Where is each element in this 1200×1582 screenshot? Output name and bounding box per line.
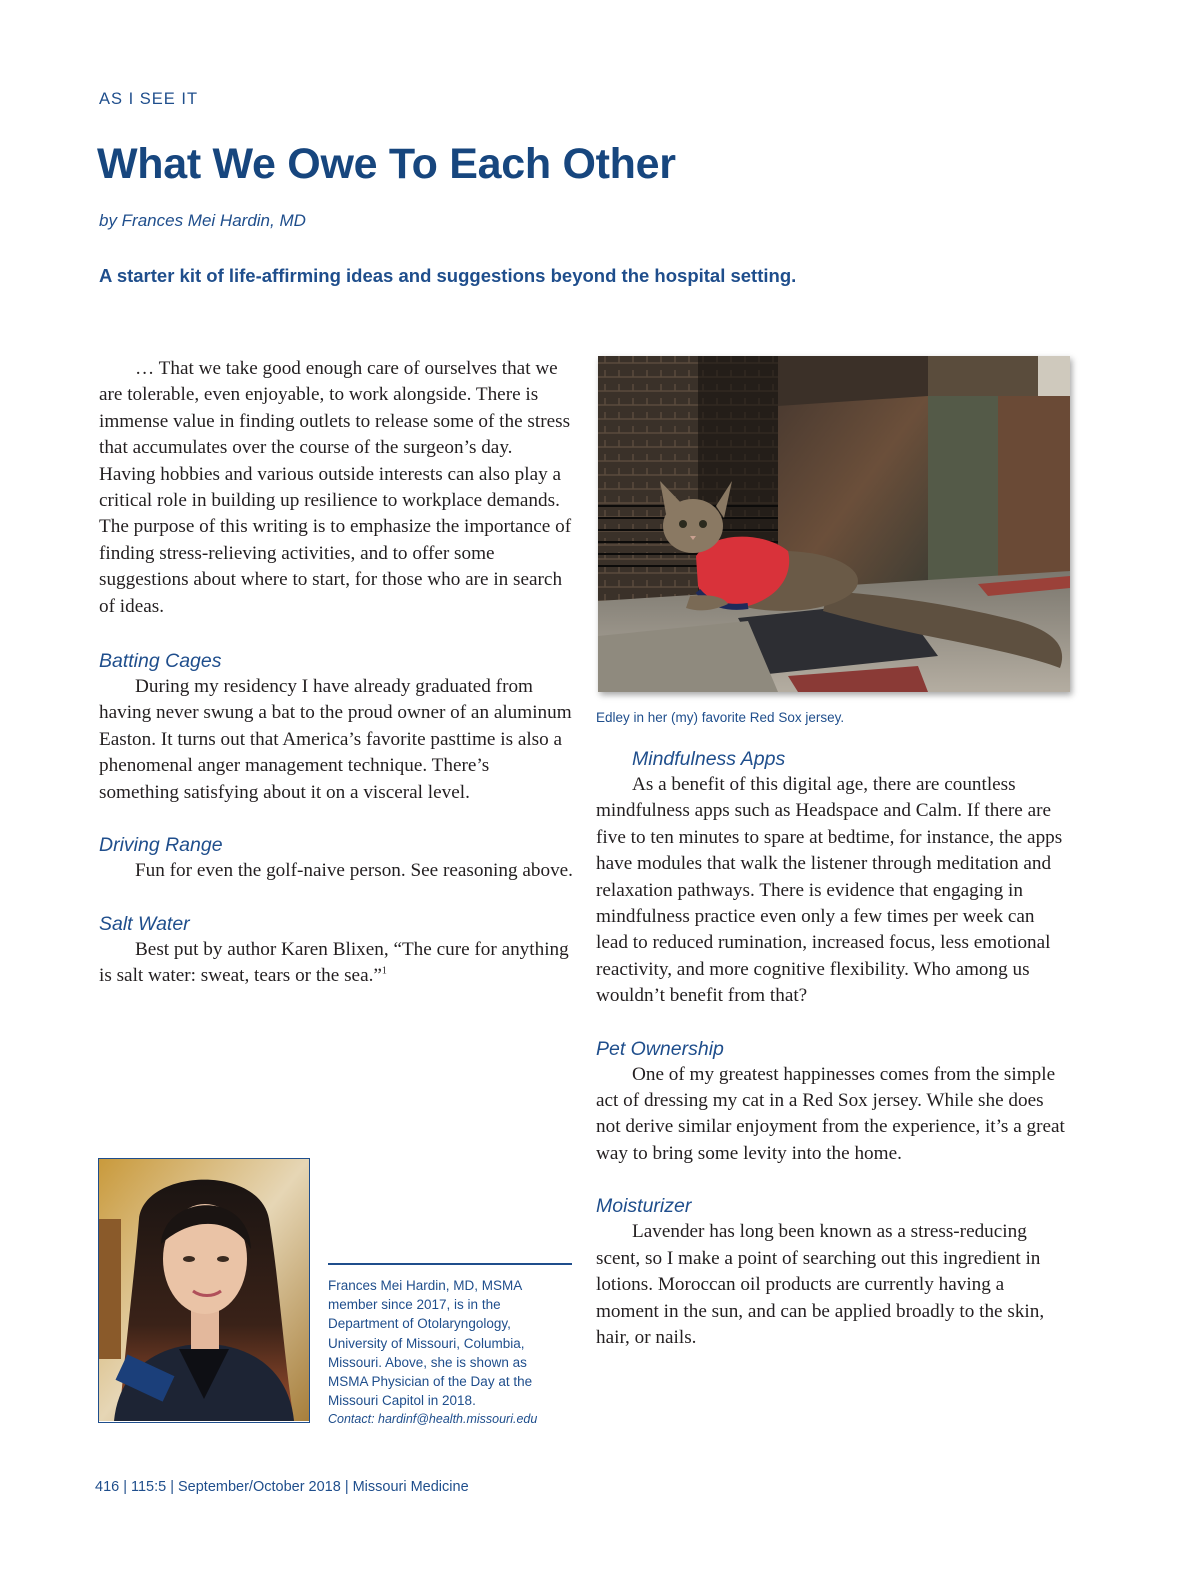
page-footer: 416 | 115:5 | September/October 2018 | Missouri Medicine (95, 1479, 469, 1495)
author-contact: Contact: hardinf@health.missouri.edu (328, 1412, 538, 1427)
deck-subtitle: A starter kit of life-affirming ideas and suggestions beyond the hospital setting. (99, 265, 797, 286)
heading-batting-cages: Batting Cages (99, 650, 222, 673)
salt-water-paragraph (99, 937, 573, 990)
byline: by Frances Mei Hardin, MD (99, 211, 306, 230)
heading-moisturizer: Moisturizer (596, 1195, 692, 1218)
author-bio (328, 1276, 568, 1430)
page-number: 416 (95, 1479, 120, 1495)
moisturizer-paragraph: Lavender has long been known as a stress-reducing scent, so I make a point of searching out this ingredient in lotions. Moroccan oil products are currently having a moment in the sun, and can be applied broadly to the skin, hair, or nails. (596, 1221, 1045, 1348)
bio-divider (328, 1263, 572, 1265)
driving-range-paragraph: Fun for even the golf-naive person. See reasoning above. (135, 860, 573, 882)
intro-paragraph: … That we take good enough care of ourselves that we are tolerable, even enjoyable, to work alongside. There is immense value in finding outlets to release some of the stress that accumulates over the course of the surgeon’s day. Having hobbies and various outside interests can also play a critical role in building up resilience to workplace demands. The purpose of this writing is to emphasize the importance of finding stress-relieving activities, and to offer some suggestions about where to start, for those who are in search of ideas. (99, 358, 572, 617)
issue-number: 115:5 (130, 1479, 167, 1495)
left-column (99, 356, 573, 989)
journal-name: Missouri Medicine (352, 1479, 469, 1495)
mindfulness-apps-paragraph: As a benefit of this digital age, there are countless mindfulness apps such as Headspace and Calm. If there are five to ten minutes to spare at bedtime, for instance, the apps have modules that walk the listener through meditation and relaxation pathways. There is evidence that engaging in mindfulness practice even only a few times per week can lead to reduced rumination, increased focus, less emotional reactivity, and more cognitive flexibility. Who among us wouldn’t benefit from that? (596, 774, 1063, 1007)
cat-photo-caption: Edley in her (my) favorite Red Sox jersey. (596, 710, 845, 725)
salt-water-text: Best put by author Karen Blixen, “The cure for anything is salt water: sweat, tears or the sea.” (99, 938, 569, 986)
footnote-marker: 1 (381, 965, 387, 977)
pet-ownership-paragraph: One of my greatest happinesses comes from the simple act of dressing my cat in a Red Sox jersey. While she does not derive similar enjoyment from the experience, it’s a great way to bring some levity into the home. (596, 1063, 1065, 1164)
right-column (596, 746, 1070, 1351)
issue-date: September/October 2018 (177, 1479, 341, 1495)
author-bio-text: Frances Mei Hardin, MD, MSMA member since 2017, is in the Department of Otolaryngology, University of Missouri, Columbia, Missouri. Above, she is shown as MSMA Physician of the Day at the Missouri Capitol in 2018. (328, 1278, 533, 1409)
cat-photo (598, 356, 1070, 692)
heading-mindfulness-apps: Mindfulness Apps (632, 748, 786, 770)
heading-driving-range: Driving Range (99, 834, 223, 857)
article-title: What We Owe To Each Other (97, 140, 676, 188)
author-photo (98, 1158, 310, 1423)
heading-pet-ownership: Pet Ownership (596, 1037, 724, 1060)
heading-salt-water: Salt Water (99, 912, 190, 935)
batting-cages-paragraph: During my residency I have already graduated from having never swung a bat to the proud owner of an aluminum Easton. It turns out that America’s favorite pasttime is also a phenomenal anger management technique. There’s something satisfying about it on a visceral level. (99, 676, 572, 803)
section-label: AS I SEE IT (99, 90, 199, 108)
